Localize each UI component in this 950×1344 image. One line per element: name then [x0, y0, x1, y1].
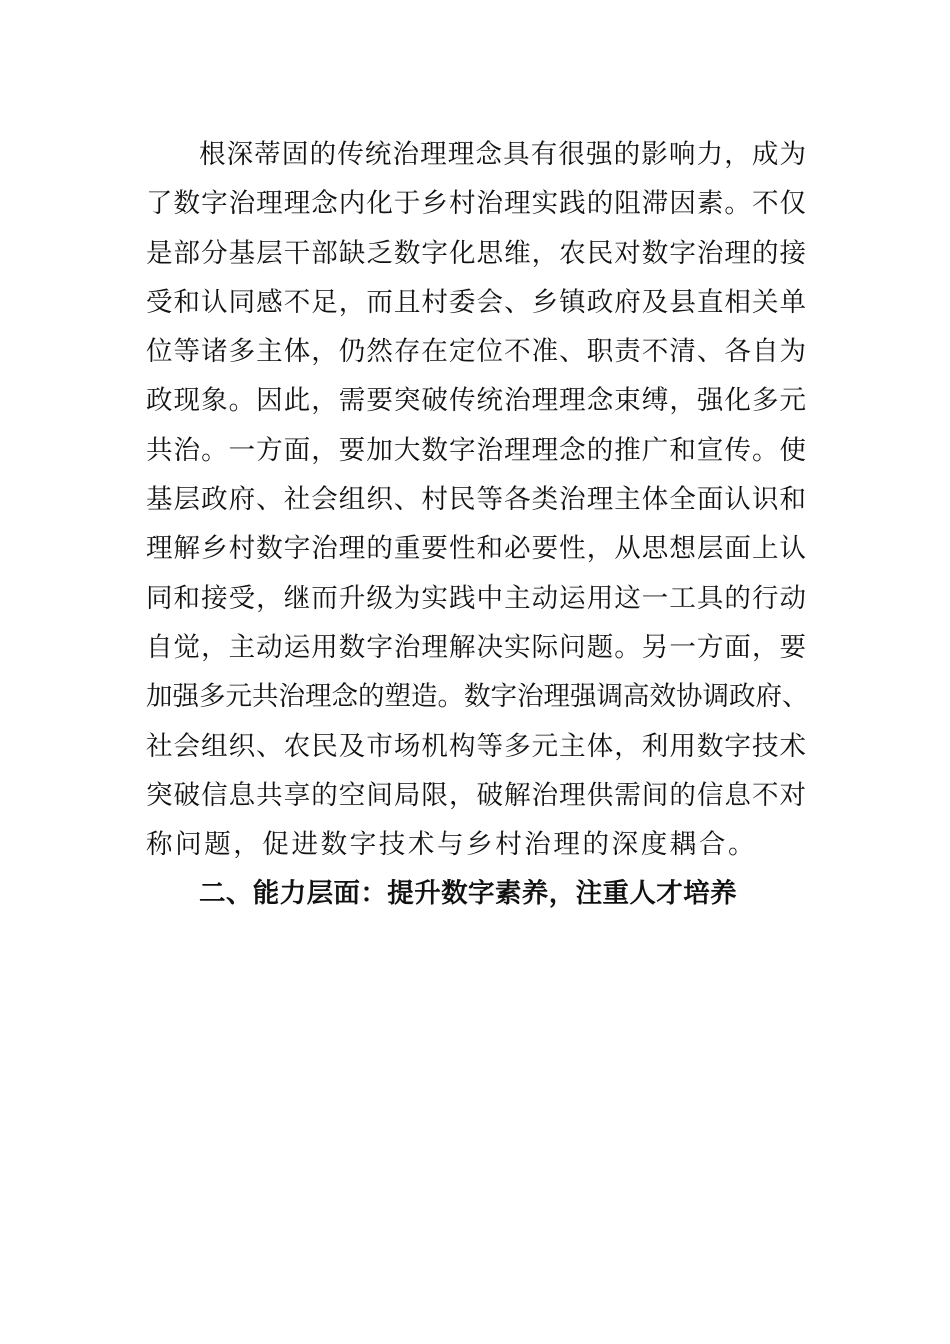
paragraph-line-9: 理解乡村数字治理的重要性和必要性，从思想层面上认: [146, 533, 806, 565]
paragraph-line-5: 位等诸多主体，仍然存在定位不准、职责不清、各自为: [146, 336, 806, 368]
paragraph-line-12: 加强多元共治理念的塑造。数字治理强调高效协调政府、: [146, 681, 809, 713]
paragraph-line-6: 政现象。因此，需要突破传统治理理念束缚，强化多元: [146, 385, 806, 417]
paragraph-line-11: 自觉，主动运用数字治理解决实际问题。另一方面，要: [146, 631, 806, 663]
paragraph-line-1: 根深蒂固的传统治理理念具有很强的影响力，成为: [199, 139, 806, 170]
paragraph-line-15: 称问题，促进数字技术与乡村治理的深度耦合。: [146, 829, 758, 861]
body-text: [146, 130, 809, 919]
paragraph-line-13: 社会组织、农民及市场机构等多元主体，利用数字技术: [146, 730, 806, 762]
paragraph-line-14: 突破信息共享的空间局限，破解治理供需间的信息不对: [146, 779, 806, 811]
paragraph-line-2: 了数字治理理念内化于乡村治理实践的阻滞因素。不仅: [146, 188, 806, 220]
paragraph-line-4: 受和认同感不足，而且村委会、乡镇政府及县直相关单: [146, 286, 806, 318]
paragraph-line-7: 共治。一方面，要加大数字治理理念的推广和宣传。使: [146, 434, 806, 466]
section-heading: 二、能力层面：提升数字素养，注重人才培养: [199, 878, 737, 910]
paragraph-line-3: 是部分基层干部缺乏数字化思维，农民对数字治理的接: [146, 237, 806, 269]
paragraph-line-10: 同和接受，继而升级为实践中主动运用这一工具的行动: [146, 582, 806, 614]
paragraph-line-8: 基层政府、社会组织、村民等各类治理主体全面认识和: [146, 484, 806, 516]
